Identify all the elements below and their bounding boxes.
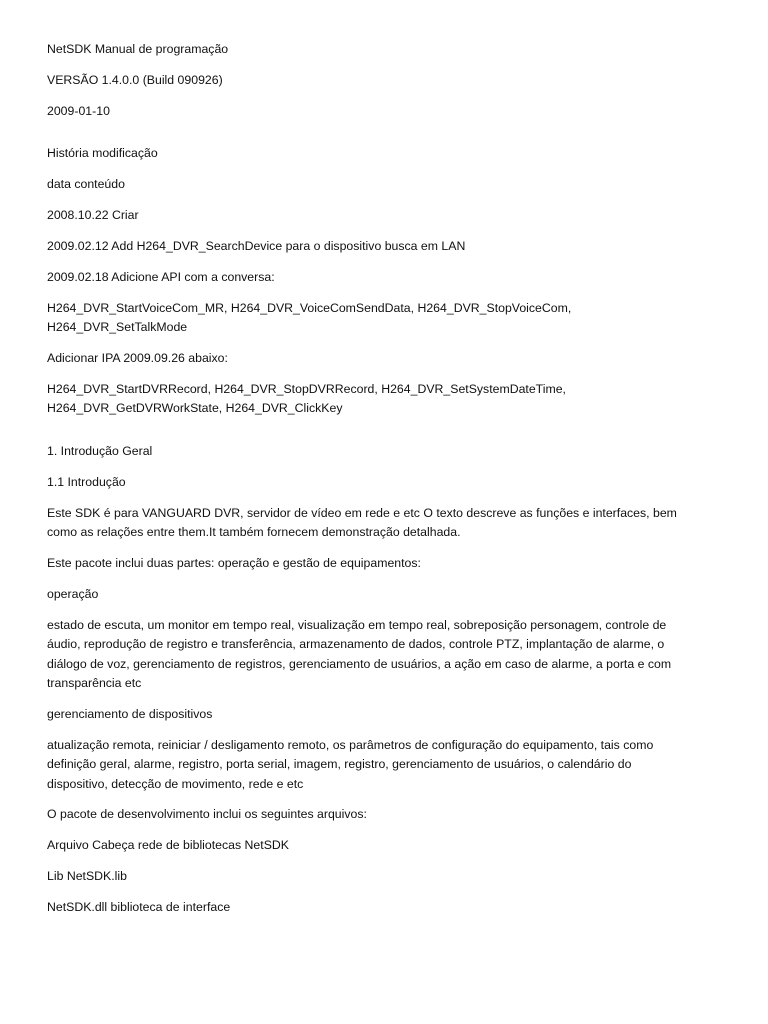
paragraph-line: diálogo de voz, gerenciamento de registros, gerenciamento de usuários, a ação em caso de alarme, a porta e com — [47, 656, 672, 671]
paragraph-line: definição geral, alarme, registro, porta serial, imagem, registro, gerenciamento de usuários, o calendário do — [47, 757, 632, 772]
document-date — [47, 102, 715, 121]
file-entry — [47, 898, 715, 917]
operation-paragraph — [47, 616, 715, 694]
history-entry — [47, 237, 715, 256]
paragraph-line: transparência etc — [47, 675, 142, 690]
api-list-line: H264_DVR_SetTalkMode — [47, 320, 188, 335]
operation-label — [47, 585, 715, 604]
file-entry — [47, 836, 715, 855]
paragraph-line: O pacote de desenvolvimento inclui os seguintes arquivos: — [47, 807, 367, 822]
device-management-paragraph — [47, 736, 715, 794]
device-management-label — [47, 705, 715, 724]
history-entry — [47, 206, 715, 225]
paragraph-line: Este SDK é para VANGUARD DVR, servidor de vídeo em rede e etc O texto descreve as funções e interfaces, bem — [47, 505, 677, 520]
document-version-text: VERSÃO 1.4.0.0 (Build 090926) — [47, 72, 223, 87]
intro-paragraph — [47, 504, 715, 543]
history-entry — [47, 268, 715, 287]
history-entry-text: Adicionar IPA 2009.09.26 abaixo: — [47, 351, 228, 366]
file-entry — [47, 867, 715, 886]
history-columns-text: data conteúdo — [47, 177, 125, 192]
history-heading-text: História modificação — [47, 146, 158, 161]
history-entry-text: 2009.02.12 Add H264_DVR_SearchDevice para o dispositivo busca em LAN — [47, 238, 466, 253]
document-title-text: NetSDK Manual de programação — [47, 42, 229, 56]
device-management-label-text: gerenciamento de dispositivos — [47, 706, 213, 721]
paragraph-line: como as relações entre them.It também fornecem demonstração detalhada. — [47, 525, 461, 539]
history-entry-text: 2009.02.18 Adicione API com a conversa: — [47, 269, 275, 284]
package-parts-paragraph — [47, 554, 715, 573]
paragraph-line: atualização remota, reiniciar / desligamento remoto, os parâmetros de configuração do equipamento, tais como — [47, 737, 654, 752]
api-list — [47, 299, 715, 338]
document-body — [47, 40, 715, 929]
history-entry — [47, 349, 715, 368]
api-list — [47, 380, 715, 419]
file-entry-text: Arquivo Cabeça rede de bibliotecas NetSDK — [47, 838, 289, 853]
section-heading — [47, 442, 715, 461]
subsection-heading-text: 1.1 Introdução — [47, 474, 126, 489]
blank-line — [47, 133, 715, 145]
section-heading-text: 1. Introdução Geral — [47, 443, 153, 458]
paragraph-line: Este pacote inclui duas partes: operação e gestão de equipamentos: — [47, 555, 421, 570]
history-entry-text: 2008.10.22 Criar — [47, 208, 139, 223]
api-list-line: H264_DVR_StartVoiceCom_MR, H264_DVR_VoiceComSendData, H264_DVR_StopVoiceCom, — [47, 300, 572, 315]
blank-line — [47, 430, 715, 442]
operation-label-text: operação — [47, 586, 99, 601]
file-entry-text: NetSDK.dll biblioteca de interface — [47, 900, 231, 915]
api-list-line: H264_DVR_GetDVRWorkState, H264_DVR_ClickKey — [47, 401, 343, 416]
paragraph-line: dispositivo, detecção de movimento, rede e etc — [47, 776, 304, 791]
subsection-heading — [47, 473, 715, 492]
history-heading — [47, 144, 715, 163]
paragraph-line: áudio, reprodução de registro e transferência, armazenamento de dados, controle PTZ, implantação de alarme, o — [47, 637, 665, 652]
paragraph-line: estado de escuta, um monitor em tempo real, visualização em tempo real, sobreposição personagem, controle de — [47, 617, 667, 632]
api-list-line: H264_DVR_StartDVRRecord, H264_DVR_StopDVRRecord, H264_DVR_SetSystemDateTime, — [47, 381, 566, 396]
file-entry-text: Lib NetSDK.lib — [47, 869, 127, 884]
document-version — [47, 71, 715, 90]
document-date-text: 2009-01-10 — [47, 103, 110, 118]
files-intro-paragraph — [47, 805, 715, 824]
document-title — [47, 40, 715, 59]
history-columns — [47, 175, 715, 194]
